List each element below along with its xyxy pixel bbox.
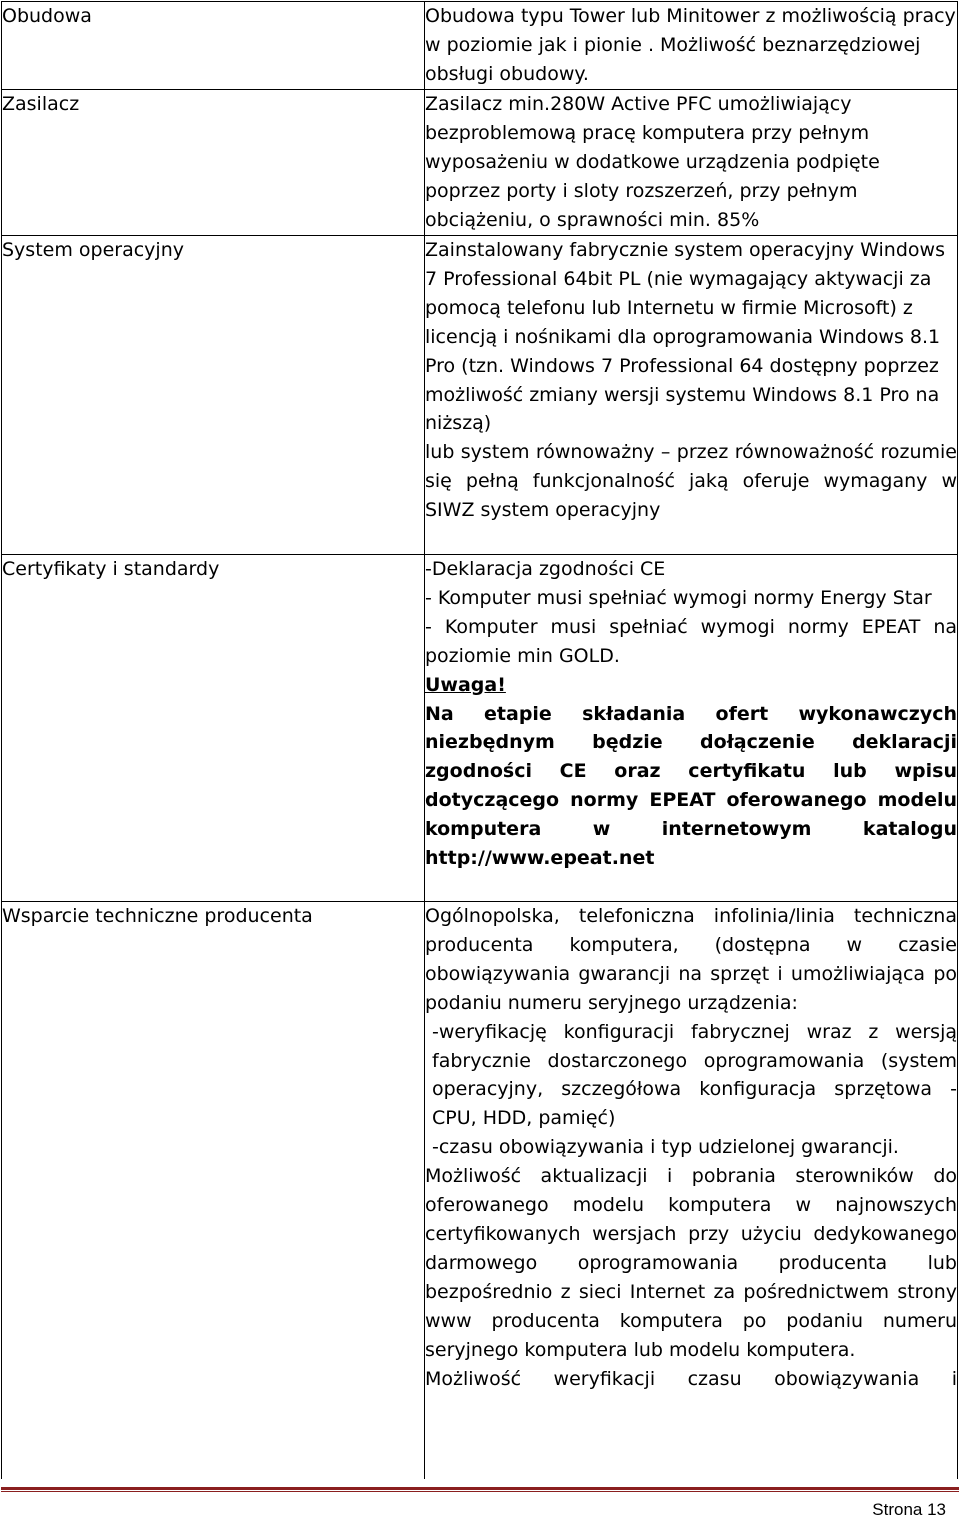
row-label-certyfikaty: Certyfikaty i standardy	[2, 555, 425, 902]
row-label-obudowa: Obudowa	[2, 2, 425, 90]
value-text-equivalent: lub system równoważny – przez równoważność rozumie się pełną funkcjonalność jaką oferuje wymagany w SIWZ system operacyjny	[425, 441, 957, 522]
row-value-obudowa	[425, 2, 958, 90]
cert-line-ce: -Deklaracja zgodności CE	[425, 558, 666, 580]
support-para-hotline: Ogólnopolska, telefoniczna infolinia/linia techniczna producenta komputera, (dostępna w czasie obowiązywania gwarancji na sprzęt i umożliwiająca po podaniu numeru seryjnego urządzenia:	[425, 905, 957, 1014]
row-label-wsparcie: Wsparcie techniczne producenta	[2, 902, 425, 1480]
table-row	[2, 2, 958, 90]
row-value-zasilacz	[425, 90, 958, 236]
support-para-drivers: Możliwość aktualizacji i pobrania sterowników do oferowanego modelu komputera w najnowszych certyfikowanych wersjach przy użyciu dedykowanego darmowego oprogramowania producenta lub bezpośrednio z sieci Internet za pośrednictwem strony www producenta komputera po podaniu numeru seryjnego komputera lub modelu komputera.	[425, 1165, 957, 1361]
footer-divider	[1, 1487, 959, 1490]
specification-table	[1, 1, 958, 1479]
support-para-config: -weryfikację konfiguracji fabrycznej wraz z wersją fabrycznie dostarczonego oprogramowania (system operacyjny, szczegółowa konfiguracja sprzętowa - CPU, HDD, pamięć)	[432, 1020, 957, 1130]
table-row	[2, 90, 958, 236]
row-label-zasilacz: Zasilacz	[2, 90, 425, 236]
table-row	[2, 902, 958, 1480]
cert-line-energy-star: - Komputer musi spełniać wymogi normy Energy Star	[425, 586, 932, 609]
table-row	[2, 236, 958, 555]
value-text: Zainstalowany fabrycznie system operacyjny Windows 7 Professional 64bit PL (nie wymagający aktywacji za pomocą telefonu lub Internetu w firmie Microsoft) z licencją i nośnikami dla oprogramowania Windows 8.1 Pro (tzn. Windows 7 Professional 64 dostępny poprzez możliwość zmiany wersji systemu Windows 8.1 Pro na niższą)	[425, 239, 945, 435]
row-value-system-operacyjny	[425, 236, 958, 555]
value-text: Zasilacz min.280W Active PFC umożliwiający bezproblemową pracę komputera przy pełnym wyposażeniu w dodatkowe urządzenia podpięte poprzez porty i sloty rozszerzeń, przy pełnym obciążeniu, o sprawności min. 85%	[425, 93, 880, 231]
value-text: Obudowa typu Tower lub Minitower z możliwością pracy w poziomie jak i pionie . Możliwość beznarzędziowej obsługi obudowy.	[425, 5, 956, 85]
support-para-warranty: -czasu obowiązywania i typ udzielonej gwarancji.	[432, 1136, 899, 1159]
row-value-wsparcie	[425, 902, 958, 1480]
footer-divider-thin	[1, 1491, 959, 1492]
support-para-verification: Możliwość weryfikacji czasu obowiązywania i	[425, 1367, 957, 1390]
row-label-system-operacyjny: System operacyjny	[2, 236, 425, 555]
row-value-certyfikaty	[425, 555, 958, 902]
cert-line-epeat: - Komputer musi spełniać wymogi normy EPEAT na poziomie min GOLD.	[425, 615, 957, 667]
note-text: Na etapie składania ofert wykonawczych niezbędnym będzie dołączenie deklaracji zgodności CE oraz certyfikatu lub wpisu dotyczącego normy EPEAT oferowanego modelu komputera w internetowym katalogu http://www.epeat.net	[425, 702, 957, 870]
table-row	[2, 555, 958, 902]
page-number: Strona 13	[872, 1500, 946, 1519]
note-label: Uwaga!	[425, 673, 506, 696]
